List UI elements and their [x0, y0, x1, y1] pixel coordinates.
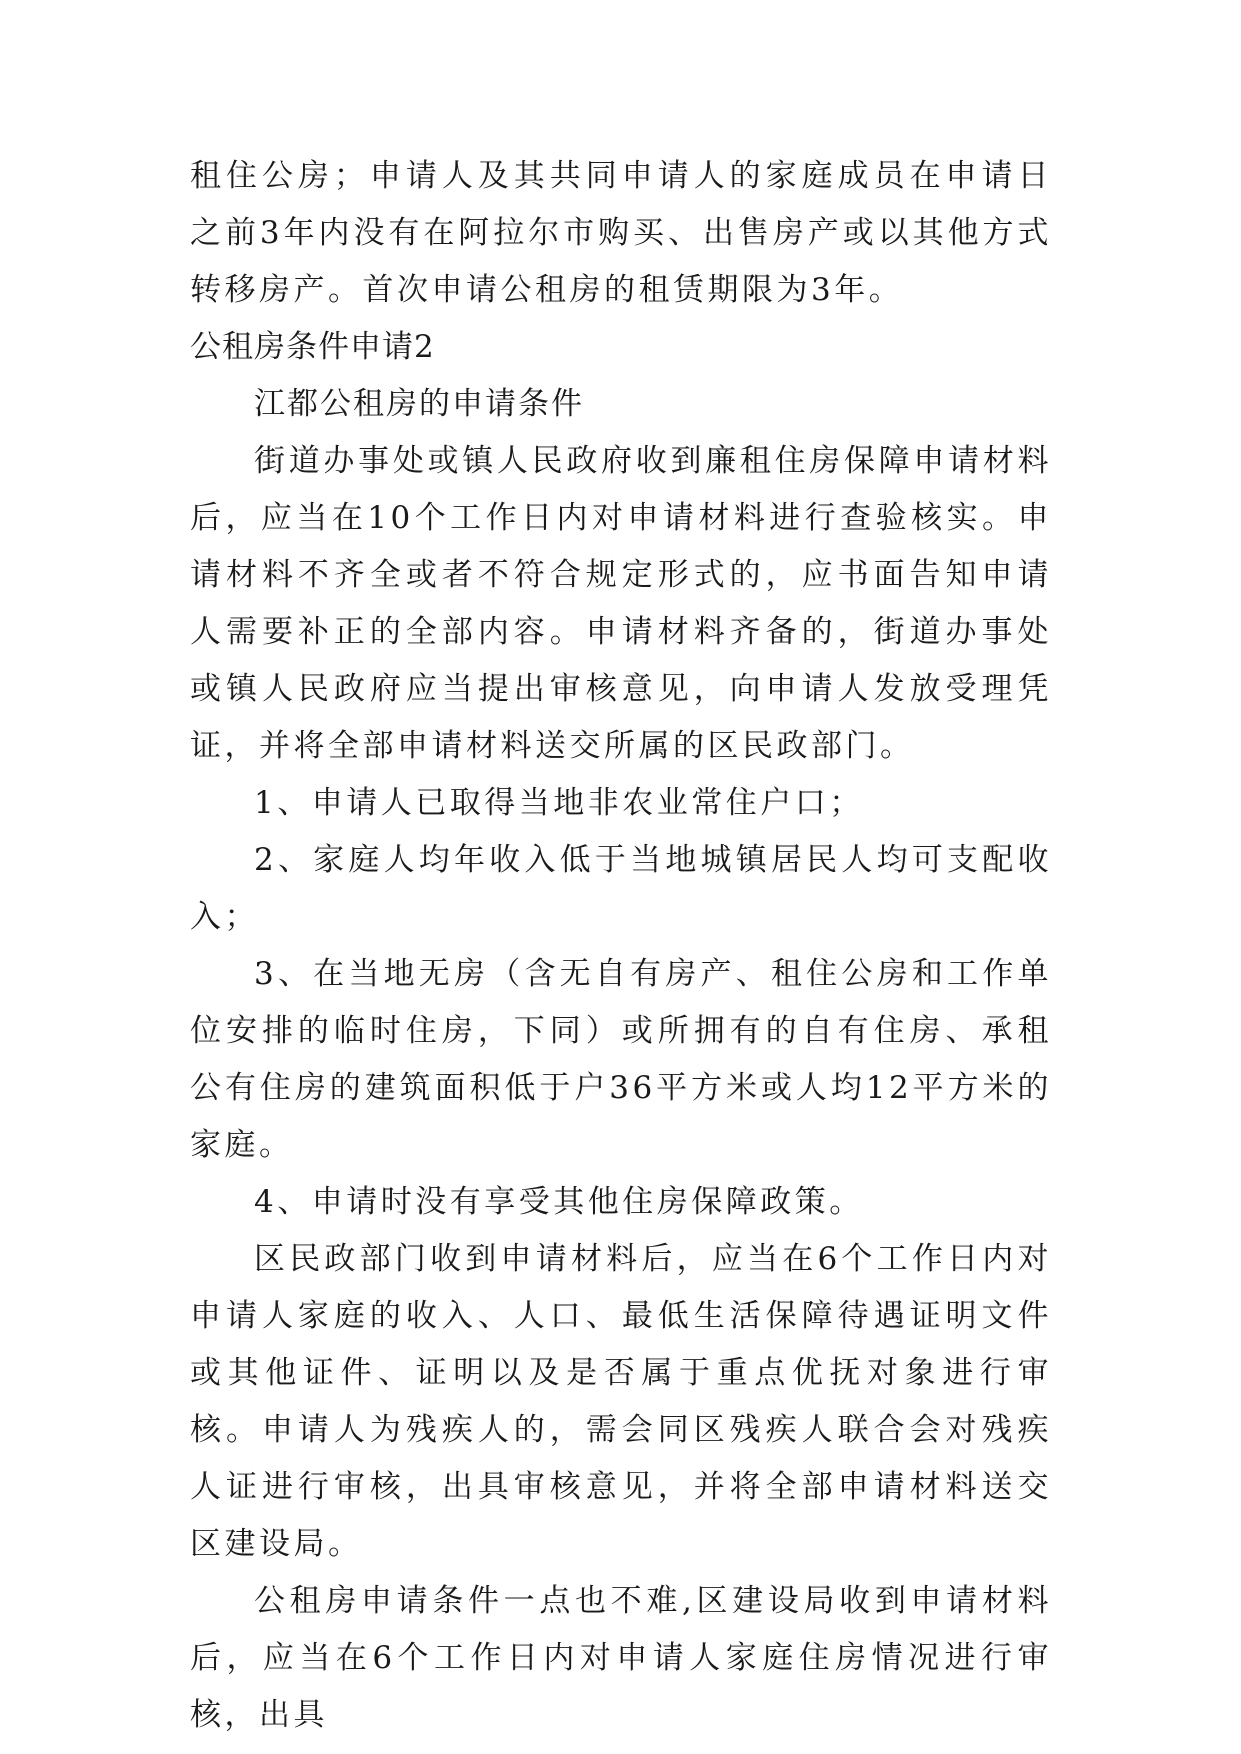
section-heading: 公租房条件申请2: [190, 329, 435, 365]
paragraph-review-process: 街道办事处或镇人民政府收到廉租住房保障申请材料后，应当在10个工作日内对申请材料进行查验核实。申请材料不齐全或者不符合规定形式的，应书面告知申请人需要补正的全部内容。申请材料齐备的，街道办事处或镇人民政府应当提出审核意见，向申请人发放受理凭证，并将全部申请材料送交所属的区民政部门。: [190, 443, 1052, 764]
paragraph-continuation: 租住公房；申请人及其共同申请人的家庭成员在申请日之前3年内没有在阿拉尔市购买、出售房产或以其他方式转移房产。首次申请公租房的租赁期限为3年。: [190, 158, 1052, 308]
list-item-condition-2: 2、家庭人均年收入低于当地城镇居民人均可支配收入；: [190, 842, 1052, 935]
list-item-condition-1: 1、申请人已取得当地非农业常住户口；: [254, 785, 864, 821]
list-item-condition-3: 3、在当地无房（含无自有房产、租住公房和工作单位安排的临时住房，下同）或所拥有的自有住房、承租公有住房的建筑面积低于户36平方米或人均12平方米的家庭。: [190, 956, 1052, 1163]
paragraph-construction-bureau-review: 公租房申请条件一点也不难,区建设局收到申请材料后，应当在6个工作日内对申请人家庭住房情况进行审核，出具: [190, 1583, 1052, 1733]
section-subheading: 江都公租房的申请条件: [254, 386, 584, 422]
list-item-condition-4: 4、申请时没有享受其他住房保障政策。: [254, 1184, 864, 1220]
document-page: [190, 148, 1052, 1744]
paragraph-civil-affairs-review: 区民政部门收到申请材料后，应当在6个工作日内对申请人家庭的收入、人口、最低生活保障待遇证明文件或其他证件、证明以及是否属于重点优抚对象进行审核。申请人为残疾人的，需会同区残疾人联合会对残疾人证进行审核，出具审核意见，并将全部申请材料送交区建设局。: [190, 1241, 1052, 1562]
